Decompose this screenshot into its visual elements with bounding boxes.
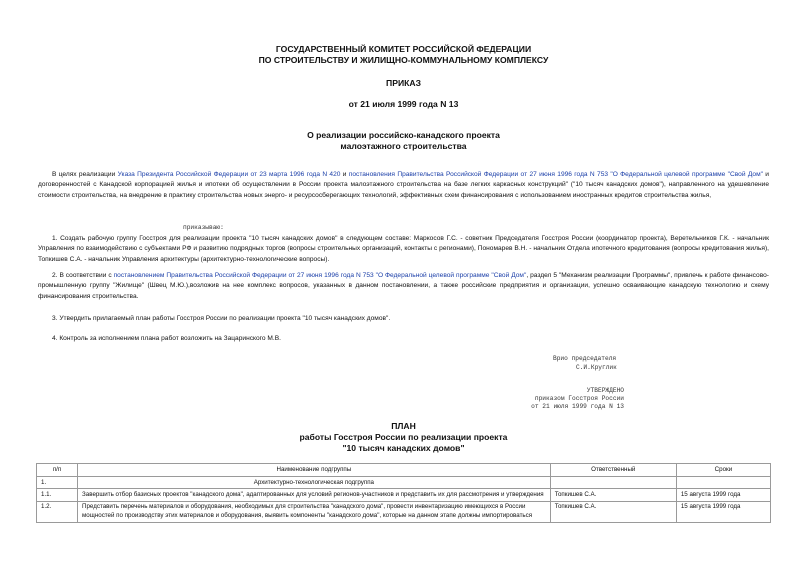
row-deadline: 15 августа 1999 года	[676, 501, 770, 522]
approval-date: от 21 июля 1999 года N 13	[531, 403, 624, 410]
row-num: 1.2.	[37, 501, 78, 522]
item-3-text: 3. Утвердить прилагаемый план работы Госстроя России по реализации проекта "10 тысяч канадских домов".	[52, 315, 391, 322]
intro-paragraph	[38, 170, 769, 201]
row-responsible	[550, 477, 676, 489]
order-word: приказываю:	[183, 224, 224, 231]
header-num: п/п	[37, 464, 78, 477]
document-subject-line1: О реализации российско-канадского проекта	[307, 130, 500, 140]
row-deadline	[676, 477, 770, 489]
org-name-line2: ПО СТРОИТЕЛЬСТВУ И ЖИЛИЩНО-КОММУНАЛЬНОМУ КОМПЛЕКСУ	[258, 55, 549, 65]
table-row	[37, 489, 771, 501]
plan-subtitle: работы Госстроя России по реализации проекта	[299, 432, 508, 442]
plan-title: ПЛАН	[391, 421, 416, 431]
table-row	[37, 477, 771, 489]
plan-project-name: "10 тысяч канадских домов"	[342, 443, 465, 453]
item-2-paragraph	[38, 271, 769, 302]
row-num: 1.1.	[37, 489, 78, 501]
resolution-link-2[interactable]: постановлением Правительства Российской Федерации от 27 июня 1996 года N 753 "О Федеральной целевой программе "Свой Дом"	[113, 272, 527, 279]
signature-title: Врио председателя	[553, 355, 617, 362]
item-4-paragraph	[38, 334, 769, 344]
intro-text-3: и договоренностей с Канадской корпорацией жилья и ипотеки об осуществлении в России проекта малоэтажного строительства на базе легких каркасных конструкций" ("10 тысяч канадских домов"), направленного на удешевление стоимости строительства, на внедрение в практику строительства новых энерго- и ресурсосберегающих технологий, эффективных схем финансирования с использованием иностранных кредитов строительства жилья,	[38, 171, 769, 199]
row-text: Представить перечень материалов и оборудования, необходимых для строительства "канадского дома", провести инвентаризацию имеющихся в России мощностей по производству этих материалов и оборудования, выявить компоненты "канадского дома", которые на данном этапе должны импортироваться	[78, 501, 551, 522]
table-header-row	[37, 464, 771, 477]
intro-text-2: и	[340, 171, 349, 178]
signature-name: С.И.Круглик	[576, 364, 617, 371]
approval-stamp: УТВЕРЖДЕНО	[586, 387, 624, 394]
item-1-text: 1. Создать рабочую группу Госстроя для реализации проекта "10 тысяч канадских домов" в следующем составе: Маркосов Г.С. - советник Председателя Госстроя России (координатор проекта), Веретельников Г.К. - начальник Управления по взаимодействию с субъектами РФ и развитию подрядных торгов (вопросы строительных организаций, контакты с регионами), Пономарев В.Н. - начальник Отдела ипотечного кредитования (вопросы кредитования жилья), Топкишев С.А. - начальник Управления архитектуры (архитектурно-технологические вопросы).	[38, 235, 769, 263]
item-2-text-2: , раздел 5 "Механизм реализации Программы", привлечь к работе финансово-промышленную группу "Жилище" (Швец М.Ю.),возложив на нее комплекс вопросов, указанных в данном постановлении, а также российские предприятия и организации, успешно осваивающие канадскую технологию и схему финансирования строительства.	[38, 272, 769, 300]
row-deadline: 15 августа 1999 года	[676, 489, 770, 501]
row-text: Архитектурно-технологическая подгруппа	[78, 477, 551, 489]
intro-text-1: В целях реализации	[52, 171, 118, 178]
org-name-line1: ГОСУДАРСТВЕННЫЙ КОМИТЕТ РОССИЙСКОЙ ФЕДЕРАЦИИ	[275, 44, 532, 54]
header-responsible: Ответственный	[550, 464, 676, 477]
row-responsible: Топкишев С.А.	[550, 489, 676, 501]
item-2-text-1: 2. В соответствии с	[52, 272, 114, 279]
row-responsible: Топкишев С.А.	[550, 501, 676, 522]
document-subject-line2: малоэтажного строительства	[340, 141, 467, 151]
document-date: от 21 июля 1999 года N 13	[348, 99, 459, 109]
plan-table	[36, 463, 771, 523]
table-row	[37, 501, 771, 522]
approval-order: приказом Госстроя России	[534, 395, 624, 402]
row-num: 1.	[37, 477, 78, 489]
item-3-paragraph	[38, 314, 769, 324]
document-type: ПРИКАЗ	[386, 78, 421, 88]
decree-link[interactable]: Указа Президента Российской Федерации от 23 марта 1996 года N 420	[117, 171, 341, 178]
header-subgroup: Наименование подгруппы	[78, 464, 551, 477]
resolution-link[interactable]: постановления Правительства Российской Федерации от 27 июня 1996 года N 753 "О Федеральной целевой программе "Свой Дом"	[348, 171, 763, 178]
header-deadline: Сроки	[676, 464, 770, 477]
item-4-text: 4. Контроль за исполнением плана работ возложить на Зацаринского М.В.	[52, 335, 281, 342]
item-1-paragraph	[38, 234, 769, 265]
row-text: Завершить отбор базисных проектов "канадского дома", адаптированных для условий регионов-участников и представить их для рассмотрения и утверждения	[78, 489, 551, 501]
